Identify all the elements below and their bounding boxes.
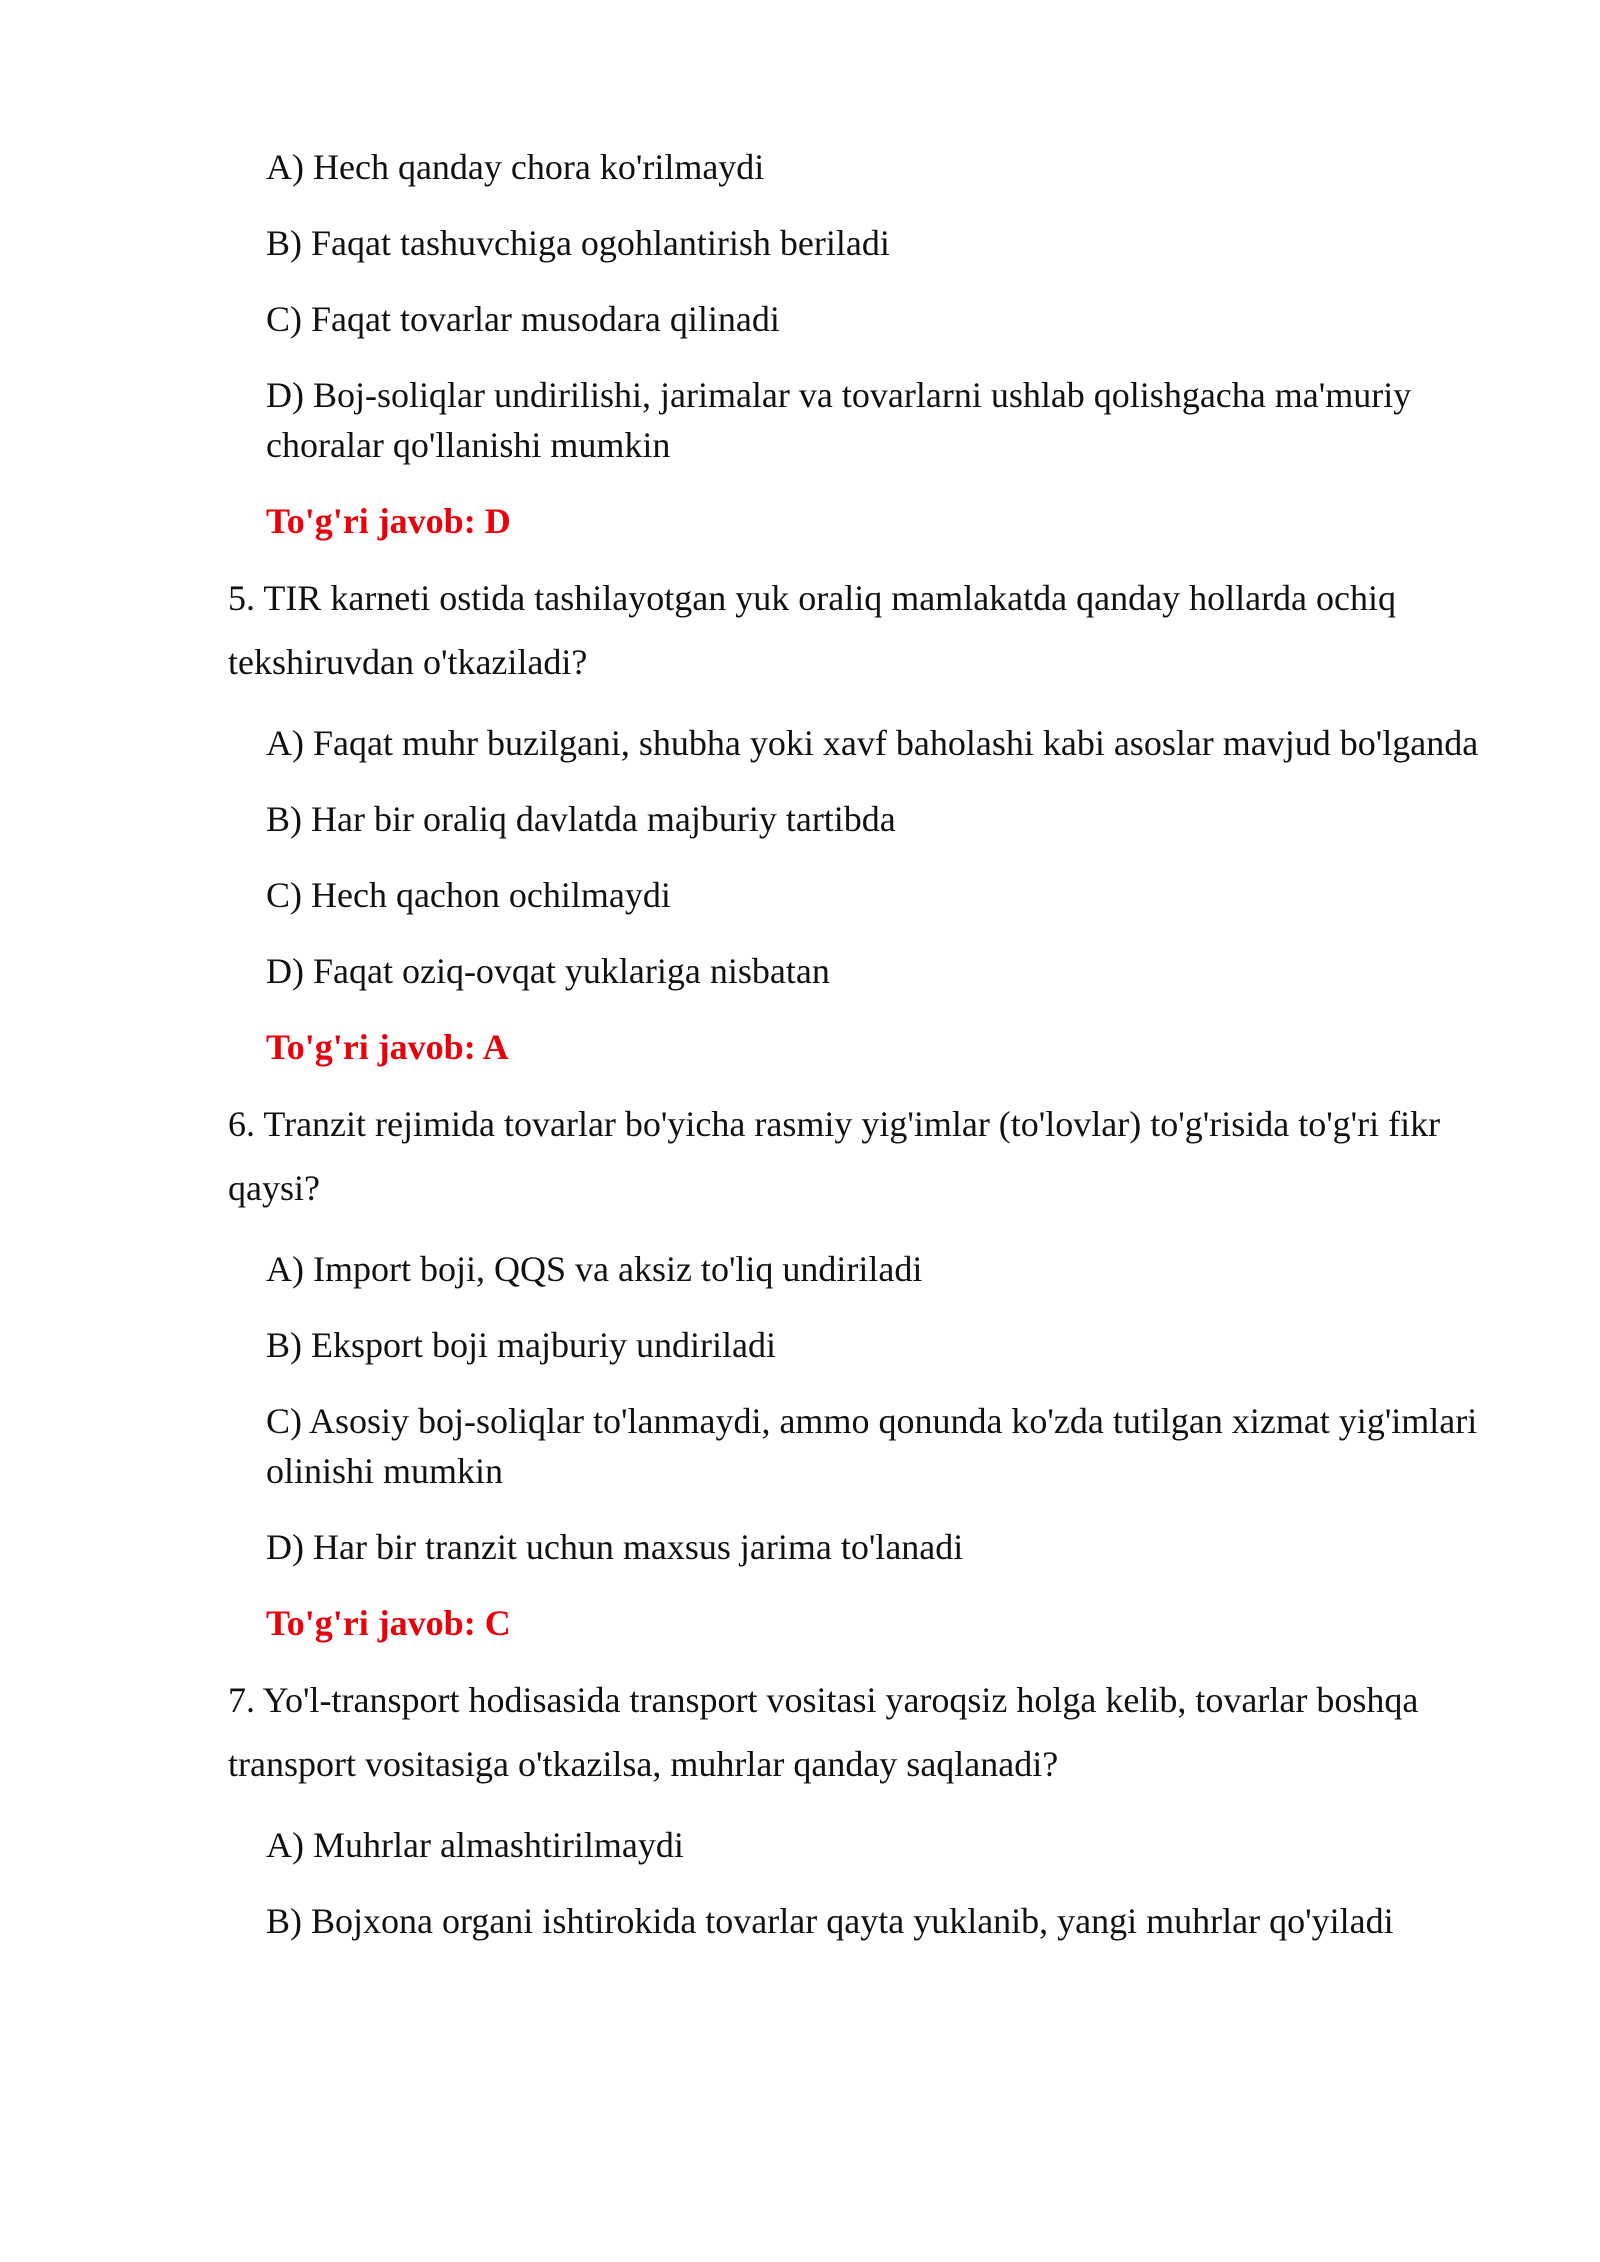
q6-correct-answer: To'g'ri javob: C bbox=[266, 1603, 511, 1643]
q5-correct-answer: To'g'ri javob: A bbox=[266, 1027, 509, 1067]
q5-option-c: C) Hech qachon ochilmaydi bbox=[266, 875, 671, 915]
q5-option-a: A) Faqat muhr buzilgani, shubha yoki xavf baholashi kabi asoslar mavjud bo'lganda bbox=[266, 723, 1479, 763]
q6-option-a: A) Import boji, QQS va aksiz to'liq undiriladi bbox=[266, 1249, 923, 1289]
q7-option-a: A) Muhrlar almashtirilmaydi bbox=[266, 1825, 684, 1865]
q6-option-c: C) Asosiy boj-soliqlar to'lanmaydi, ammo qonunda ko'zda tutilgan xizmat yig'imlari olinishi mumkin bbox=[266, 1401, 1478, 1491]
q6-option-d: D) Har bir tranzit uchun maxsus jarima to'lanadi bbox=[266, 1527, 964, 1567]
quiz-content bbox=[228, 142, 1488, 1972]
q5-question: 5. TIR karneti ostida tashilayotgan yuk oraliq mamlakatda qanday hollarda ochiq tekshiruvdan o'tkaziladi? bbox=[228, 578, 1397, 682]
q4-option-c: C) Faqat tovarlar musodara qilinadi bbox=[266, 299, 780, 339]
q4-correct-answer: To'g'ri javob: D bbox=[266, 501, 511, 541]
q4-option-d: D) Boj-soliqlar undirilishi, jarimalar va tovarlarni ushlab qolishgacha ma'muriy choralar qo'llanishi mumkin bbox=[266, 375, 1412, 465]
q4-option-b: B) Faqat tashuvchiga ogohlantirish beriladi bbox=[266, 223, 890, 263]
q7-question: 7. Yo'l-transport hodisasida transport vositasi yaroqsiz holga kelib, tovarlar boshqa transport vositasiga o'tkazilsa, muhrlar qanday saqlanadi? bbox=[228, 1680, 1419, 1784]
q6-option-b: B) Eksport boji majburiy undiriladi bbox=[266, 1325, 776, 1365]
q5-option-b: B) Har bir oraliq davlatda majburiy tartibda bbox=[266, 799, 896, 839]
q7-option-b: B) Bojxona organi ishtirokida tovarlar qayta yuklanib, yangi muhrlar qo'yiladi bbox=[266, 1901, 1394, 1941]
q6-question: 6. Tranzit rejimida tovarlar bo'yicha rasmiy yig'imlar (to'lovlar) to'g'risida to'g'ri fikr qaysi? bbox=[228, 1104, 1441, 1208]
q4-option-a: A) Hech qanday chora ko'rilmaydi bbox=[266, 147, 765, 187]
q5-option-d: D) Faqat oziq-ovqat yuklariga nisbatan bbox=[266, 951, 830, 991]
